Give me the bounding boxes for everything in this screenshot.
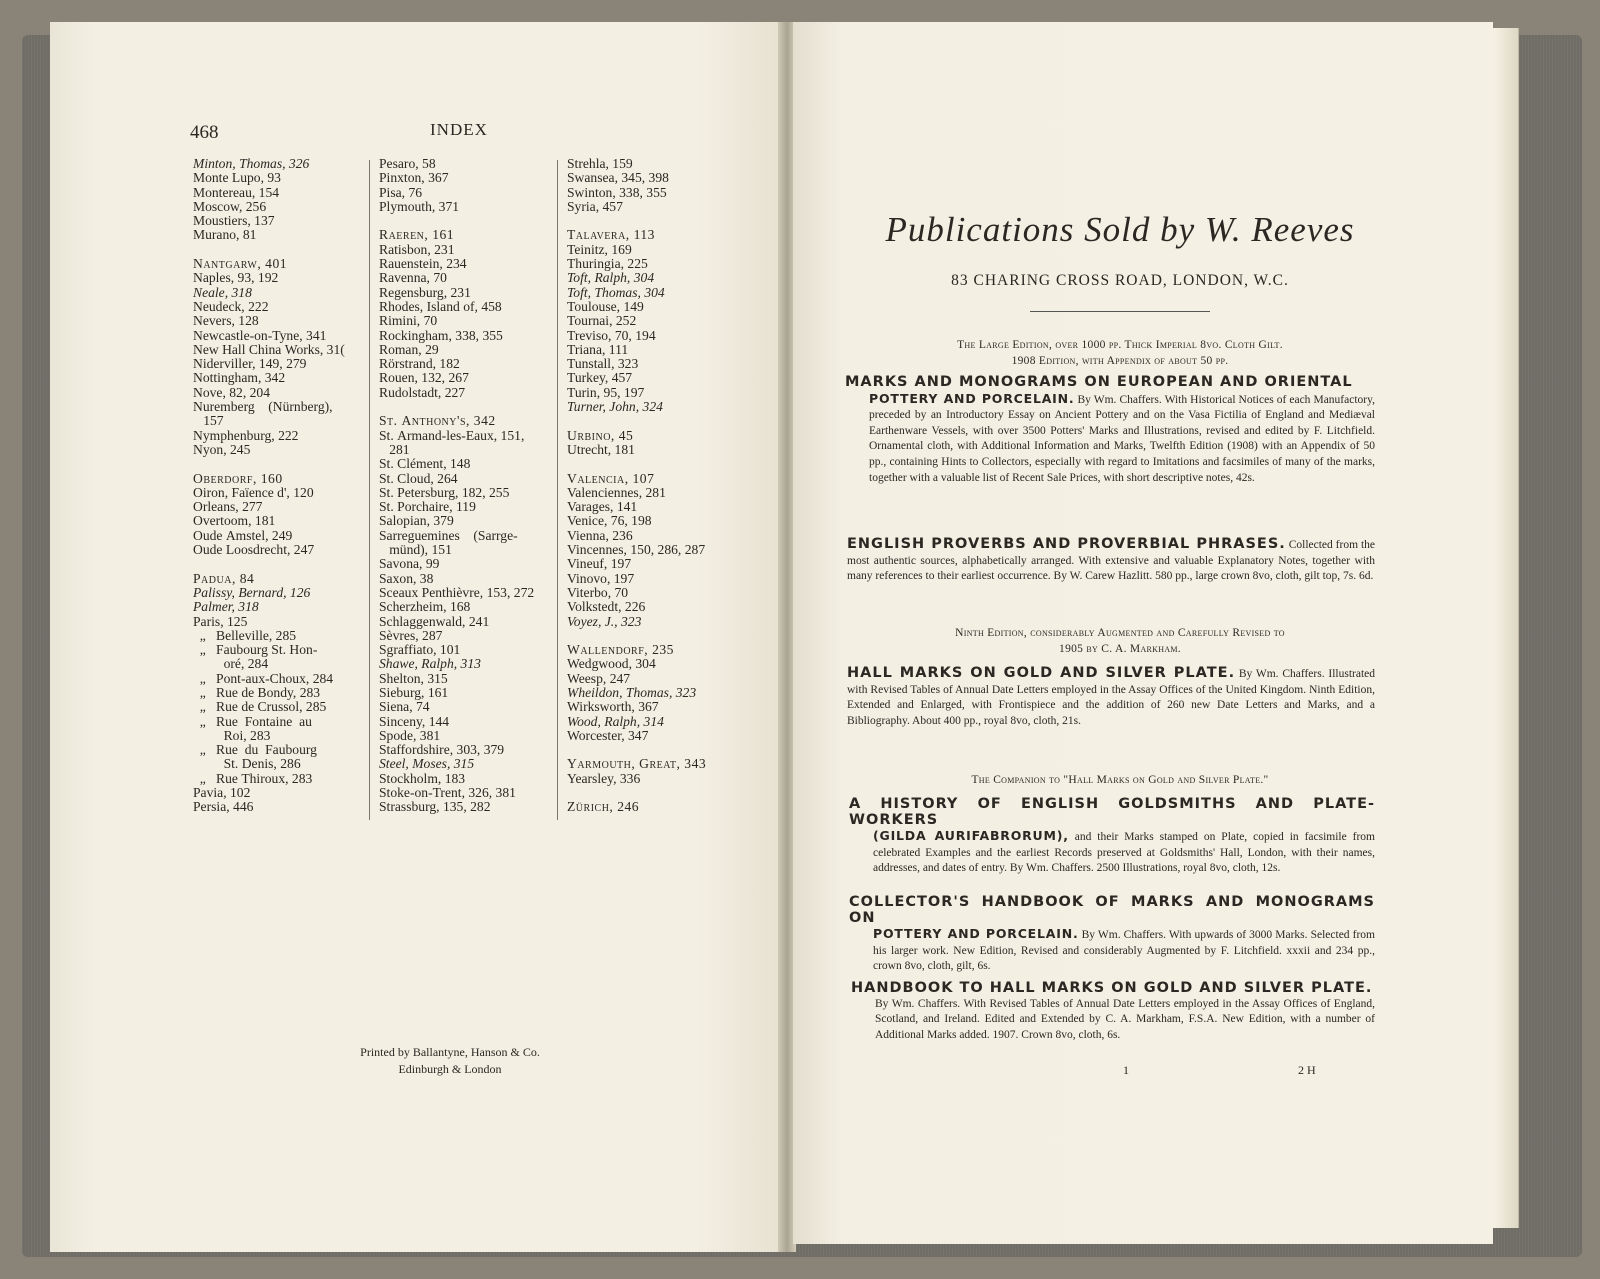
index-entry: Newcastle-on-Tyne, 341 [193, 327, 327, 343]
entry-1-title: MARKS AND MONOGRAMS ON EUROPEAN AND ORIENTAL [845, 374, 1353, 390]
index-entry: Zürich, 246 [567, 799, 640, 815]
index-entry: „ Rue de Crussol, 285 [193, 699, 327, 715]
index-entry: St. Porchaire, 119 [379, 499, 476, 515]
index-entry: Paris, 125 [193, 613, 248, 629]
catalogue-entry-1 [845, 375, 1375, 486]
index-entry: St. Cloud, 264 [379, 470, 458, 486]
printer-line-2: Edinburgh & London [398, 1062, 502, 1076]
catalogue-entry-3 [847, 666, 1375, 729]
index-entry: Oiron, Faïence d', 120 [193, 484, 314, 500]
index-entry: St. Petersburg, 182, 255 [379, 484, 510, 500]
index-entry: Triana, 111 [567, 341, 629, 357]
index-entry: Tunstall, 323 [567, 356, 639, 372]
index-entry: Ravenna, 70 [379, 270, 447, 286]
index-entry: Sèvres, 287 [379, 627, 443, 643]
index-entry: Rockingham, 338, 355 [379, 327, 503, 343]
index-entry: Shelton, 315 [379, 670, 448, 686]
index-entry: Wedgwood, 304 [567, 656, 656, 672]
index-entry: Swansea, 345, 398 [567, 170, 669, 186]
index-entry: Roman, 29 [379, 341, 439, 357]
printer-line-1: Printed by Ballantyne, Hanson & Co. [360, 1045, 540, 1059]
index-entry: Pisa, 76 [379, 184, 423, 200]
index-entry: Pavia, 102 [193, 785, 251, 801]
index-entry: Rouen, 132, 267 [379, 370, 469, 386]
index-entry: Rauenstein, 234 [379, 256, 467, 272]
index-entry: „ Rue de Bondy, 283 [193, 684, 321, 700]
index-entry: Sgraffiato, 101 [379, 642, 461, 658]
index-entry: „ Belleville, 285 [193, 627, 297, 643]
index-spacer [567, 629, 737, 643]
index-entry: Syria, 457 [567, 198, 623, 214]
index-entry: Sieburg, 161 [379, 684, 449, 700]
index-entry: Vincennes, 150, 286, 287 [567, 542, 706, 558]
publisher-address: 83 CHARING CROSS ROAD, LONDON, W.C. [951, 272, 1289, 289]
index-entry: Salopian, 379 [379, 513, 454, 529]
index-entry: Raeren, 161 [379, 227, 455, 243]
index-entry: Shawe, Ralph, 313 [379, 656, 481, 672]
index-entry: Monte Lupo, 93 [193, 170, 281, 186]
index-entry: Strassburg, 135, 282 [379, 799, 491, 815]
index-entry: Nuremberg (Nürnberg), [193, 399, 333, 415]
signature-mark: 2 H [1298, 1063, 1316, 1077]
index-entry: Wirksworth, 367 [567, 699, 659, 715]
index-entry: Rhodes, Island of, 458 [379, 298, 502, 314]
entry-3-title: HALL MARKS ON GOLD AND SILVER PLATE. [847, 665, 1236, 681]
edition-note-2-line-1: Ninth Edition, considerably Augmented and Carefully Revised to [955, 627, 1285, 639]
index-column-2 [379, 157, 549, 815]
catalogue-entry-2 [847, 537, 1375, 585]
index-entry: Schlaggenwald, 241 [379, 613, 490, 629]
index-entry: Sceaux Penthièvre, 153, 272 [379, 584, 535, 600]
index-entry: Rudolstadt, 227 [379, 384, 466, 400]
index-entry: Nottingham, 342 [193, 370, 286, 386]
index-spacer [379, 400, 549, 414]
index-entry: Valencia, 107 [567, 470, 655, 486]
index-entry: münd), 151 [379, 542, 452, 558]
index-entry: Neale, 318 [193, 284, 252, 300]
index-entry: Niderviller, 149, 279 [193, 356, 307, 372]
entry-4-title: A HISTORY OF ENGLISH GOLDSMITHS AND PLATE-WORKERS [849, 796, 1375, 828]
index-entry: Ratisbon, 231 [379, 241, 455, 257]
index-entry: Teinitz, 169 [567, 241, 632, 257]
index-spacer [193, 243, 363, 257]
index-entry: Padua, 84 [193, 570, 255, 586]
index-entry: oré, 284 [193, 656, 269, 672]
catalogue-entry-6 [851, 981, 1375, 1043]
entry-1-title-2: POTTERY AND PORCELAIN. [869, 390, 1075, 406]
index-column-3 [567, 157, 737, 815]
entry-6-title: HANDBOOK TO HALL MARKS ON GOLD AND SILVER PLATE. [851, 980, 1373, 996]
index-entry: Naples, 93, 192 [193, 270, 279, 286]
index-entry: Wallendorf, 235 [567, 642, 674, 658]
index-entry: New Hall China Works, 31( [193, 341, 345, 357]
index-entry: Voyez, J., 323 [567, 613, 642, 629]
index-entry: Turin, 95, 197 [567, 384, 645, 400]
index-entry: Stoke-on-Trent, 326, 381 [379, 785, 516, 801]
index-entry: Saxon, 38 [379, 570, 434, 586]
index-entry: Moscow, 256 [193, 198, 267, 214]
index-entry: Valenciennes, 281 [567, 484, 666, 500]
index-entry: Oude Loosdrecht, 247 [193, 542, 315, 558]
index-entry: Nove, 82, 204 [193, 384, 271, 400]
companion-note: The Companion to "Hall Marks on Gold and Silver Plate." [971, 774, 1269, 786]
index-entry: Montereau, 154 [193, 184, 280, 200]
index-entry: Staffordshire, 303, 379 [379, 742, 505, 758]
index-entry: Wheildon, Thomas, 323 [567, 684, 697, 700]
index-entry: 157 [193, 413, 224, 429]
index-entry: Regensburg, 231 [379, 284, 471, 300]
index-entry: St. Clément, 148 [379, 456, 471, 472]
entry-5-title-2: POTTERY AND PORCELAIN. [873, 926, 1079, 942]
index-entry: Varages, 141 [567, 499, 638, 515]
index-entry: Nevers, 128 [193, 313, 259, 329]
entry-2-title: ENGLISH PROVERBS AND PROVERBIAL PHRASES. [847, 536, 1286, 552]
publications-title: Publications Sold by W. Reeves [885, 210, 1355, 249]
index-spacer [567, 743, 737, 757]
index-entry: Overtoom, 181 [193, 513, 276, 529]
index-entry: Nyon, 245 [193, 441, 251, 457]
index-entry: Roi, 283 [193, 727, 271, 743]
edition-note-1-line-1: The Large Edition, over 1000 pp. Thick Imperial 8vo. Cloth Gilt. [957, 339, 1283, 351]
index-entry: Strehla, 159 [567, 156, 633, 171]
index-entry: Nantgarw, 401 [193, 256, 288, 272]
index-entry: St. Anthony's, 342 [379, 413, 496, 429]
index-entry: 281 [379, 441, 410, 457]
index-entry: Utrecht, 181 [567, 441, 635, 457]
index-entry: Palmer, 318 [193, 599, 259, 615]
index-entry: Sarreguemines (Sarrge- [379, 527, 518, 543]
entry-3-body: By Wm. Chaffers. Illustrated with Revised Tables of Annual Date Letters employed in the Assay Offices of the United Kingdom. Ninth Edition, Extended and Enlarged, with Frontispiece and the addition of 260 new Date Letters and Marks, and a Bibliography. About 400 pp., royal 8vo, cloth, 21s. [847, 668, 1375, 727]
edition-note-2-line-2: 1905 by C. A. Markham. [1059, 643, 1181, 655]
index-spacer [567, 414, 737, 428]
catalogue-entry-5 [849, 895, 1375, 975]
index-entry: Turner, John, 324 [567, 399, 663, 415]
index-entry: Venice, 76, 198 [567, 513, 652, 529]
index-entry: „ Faubourg St. Hon- [193, 642, 318, 658]
index-entry: Minton, Thomas, 326 [193, 156, 310, 171]
index-entry: Urbino, 45 [567, 427, 634, 443]
entry-4-title-2: (GILDA AURIFABRORUM), [873, 828, 1069, 844]
index-entry: Wood, Ralph, 314 [567, 713, 664, 729]
page-number: 468 [190, 122, 219, 143]
index-entry: Worcester, 347 [567, 727, 649, 743]
index-entry: Vinovo, 197 [567, 570, 635, 586]
index-spacer [193, 457, 363, 471]
signature-number: 1 [1123, 1063, 1129, 1077]
entry-2-body: Collected from the most authentic sources, alphabetically arranged. With extensive and valuable Explanatory Notes, together with many references to their earliest occurrence. By W. Carew Hazlitt. 580 pp., large crown 8vo, cloth, gilt top, 7s. 6d. [847, 539, 1375, 583]
index-entry: Pesaro, 58 [379, 156, 436, 171]
entry-5-body: By Wm. Chaffers. With upwards of 3000 Marks. Selected from his larger work. New Edition, Revised and considerably Augmented by F. Litchfield. xxxii and 234 pp., crown 8vo, cloth, gilt, 6s. [873, 929, 1375, 973]
index-entry: Plymouth, 371 [379, 198, 460, 214]
edition-note-1-line-2: 1908 Edition, with Appendix of about 50 pp. [1011, 355, 1229, 367]
index-spacer [379, 214, 549, 228]
index-entry: Nymphenburg, 222 [193, 427, 299, 443]
index-entry: St. Denis, 286 [193, 756, 301, 772]
index-column-1 [193, 157, 363, 815]
index-entry: Pinxton, 367 [379, 170, 449, 186]
index-entry: Murano, 81 [193, 227, 257, 243]
catalogue-entry-4 [849, 797, 1375, 877]
index-entry: Oberdorf, 160 [193, 470, 283, 486]
index-entry: Toft, Ralph, 304 [567, 270, 655, 286]
index-entry: Palissy, Bernard, 126 [193, 584, 311, 600]
column-rule-1 [369, 160, 370, 820]
index-entry: Talavera, 113 [567, 227, 655, 243]
index-entry: Tournai, 252 [567, 313, 637, 329]
index-entry: Persia, 446 [193, 799, 254, 815]
running-head: INDEX [430, 120, 488, 139]
index-entry: Scherzheim, 168 [379, 599, 471, 615]
index-entry: „ Rue du Faubourg [193, 742, 317, 758]
index-entry: Thuringia, 225 [567, 256, 648, 272]
index-entry: Oude Amstel, 249 [193, 527, 293, 543]
index-entry: Siena, 74 [379, 699, 430, 715]
index-entry: Swinton, 338, 355 [567, 184, 667, 200]
index-entry: Volkstedt, 226 [567, 599, 646, 615]
index-entry: Neudeck, 222 [193, 298, 269, 314]
entry-1-body: By Wm. Chaffers. With Historical Notices of each Manufactory, preceded by an Introductory Essay on Ancient Pottery and on the Vasa Fictilia of England and Mediæval Earthenware Vessels, with over 3500 Potters' Marks and Illustrations, revised and edited by F. Litchfield. Ornamental cloth, with Additional Information and Marks, Twelfth Edition (1908) with an Appendix of 50 pp., containing Hints to Collectors, especially with regard to Imitations and facsimiles of many of the marks, together with a valuable list of Recent Sale Prices, with short descriptive notes, 42s. [869, 393, 1375, 484]
index-entry: Spode, 381 [379, 727, 441, 743]
edition-note-2 [860, 625, 1380, 657]
index-entry: Rörstrand, 182 [379, 356, 460, 372]
index-entry: „ Pont-aux-Choux, 284 [193, 670, 334, 686]
entry-5-title: COLLECTOR'S HANDBOOK OF MARKS AND MONOGRAMS ON [849, 894, 1375, 926]
index-entry: Turkey, 457 [567, 370, 633, 386]
column-rule-2 [557, 160, 558, 820]
index-entry: Moustiers, 137 [193, 213, 275, 229]
index-entry: Treviso, 70, 194 [567, 327, 656, 343]
index-entry: Yearsley, 336 [567, 770, 641, 786]
index-spacer [567, 214, 737, 228]
index-entry: „ Rue Thiroux, 283 [193, 770, 313, 786]
index-spacer [567, 786, 737, 800]
index-entry: Viterbo, 70 [567, 584, 629, 600]
index-entry: Vineuf, 197 [567, 556, 632, 572]
entry-4-body: and their Marks stamped on Plate, copied in facsimile from celebrated Examples and the earliest Records preserved at Goldsmiths' Hall, London, with their names, addresses, and dates of entry. By Wm. Chaffers. 2500 Illustrations, royal 8vo, cloth, 12s. [873, 831, 1376, 875]
index-spacer [567, 457, 737, 471]
edition-note-1 [860, 337, 1380, 369]
index-entry: Weesp, 247 [567, 670, 631, 686]
index-spacer [193, 557, 363, 571]
index-entry: St. Armand-les-Eaux, 151, [379, 427, 525, 443]
index-entry: Vienna, 236 [567, 527, 633, 543]
entry-6-body: By Wm. Chaffers. With Revised Tables of Annual Date Letters employed in the Assay Offices of England, Scotland, and Ireland. Edited and Extended by C. A. Markham, F.S.A. New Edition, with a number of Additional Marks added. 1907. Crown 8vo, cloth, 6s. [875, 997, 1375, 1041]
index-entry: Stockholm, 183 [379, 770, 466, 786]
index-entry: Sinceny, 144 [379, 713, 450, 729]
index-entry: Rimini, 70 [379, 313, 438, 329]
index-entry: Yarmouth, Great, 343 [567, 756, 707, 772]
index-entry: Steel, Moses, 315 [379, 756, 475, 772]
title-rule [1030, 311, 1210, 312]
index-entry: Toft, Thomas, 304 [567, 284, 665, 300]
index-entry: Savona, 99 [379, 556, 440, 572]
index-entry: Orleans, 277 [193, 499, 263, 515]
printer-imprint [300, 1044, 600, 1078]
index-entry: Toulouse, 149 [567, 298, 644, 314]
index-entry: „ Rue Fontaine au [193, 713, 312, 729]
